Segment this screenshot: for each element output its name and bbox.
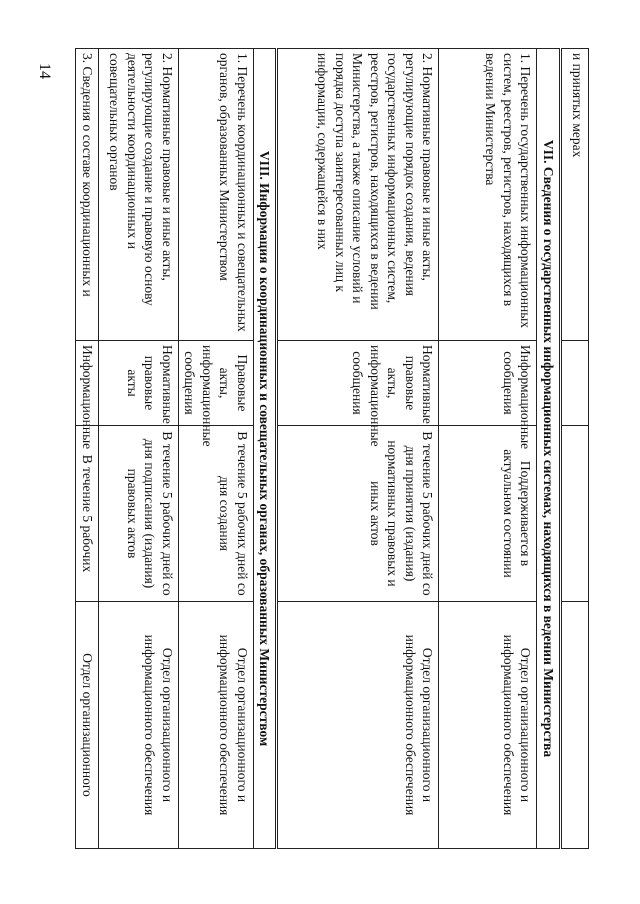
cell-deadline: В течение 5 рабочих дней со дня создания [178, 426, 253, 602]
table-row [439, 49, 537, 849]
cell-description: 1. Перечень государственных информационных систем, реестров, регистров, находящихся в ведении Министерства [439, 49, 537, 341]
cell-form: Информационные сообщения [439, 341, 537, 426]
cell-form: Нормативные правовые акты [98, 341, 178, 426]
cell-deadline: В течение 5 рабочих [76, 426, 99, 602]
cell-responsible: Отдел организационного и информационного обеспечения [98, 602, 178, 849]
cell-description: 1. Перечень координационных и совещательных органов, образованных Министерством [178, 49, 253, 341]
cell-responsible: Отдел организационного [76, 602, 99, 849]
table-row [178, 49, 253, 849]
section-heading-row [253, 49, 277, 849]
table-row [98, 49, 178, 849]
cell-form: Нормативные правовые акты, информационные сообщения [277, 341, 439, 426]
cell-description: и принятых мерах [561, 49, 589, 341]
cell-form: Информационные [76, 341, 99, 426]
cell-description: 2. Нормативные правовые и иные акты, регулирующие порядок создания, ведения государственных информационных систем, реестров, регистров, находящихся в ведении Министерства, а также описание условий и порядка доступа заинтересованных лиц к информации, содержащейся в них [277, 49, 439, 341]
cell-description: 2. Нормативные правовые и иные акты, регулирующие создание и правовую основу деятельности координационных и совещательных органов [98, 49, 178, 341]
section-title: VII. Сведения о государственных информационных системах, находящихся в ведении Министерства [537, 49, 561, 849]
cell-responsible [561, 602, 589, 849]
cell-deadline [561, 426, 589, 602]
section-heading-row [537, 49, 561, 849]
page-content [79, 48, 589, 848]
table-row [76, 49, 99, 849]
page-number: 14 [36, 63, 53, 79]
table-row [277, 49, 439, 849]
cell-responsible: Отдел организационного и информационного обеспечения [439, 602, 537, 849]
section-title: VIII. Информация о координационных и совещательных органах, образованных Министерством [253, 49, 277, 849]
cell-deadline: Поддерживается в актуальном состоянии [439, 426, 537, 602]
table-row [561, 49, 589, 849]
information-table [75, 48, 589, 849]
cell-deadline: В течение 5 рабочих дней со дня принятия (издания) нормативных правовых и иных актов [277, 426, 439, 602]
cell-description: 3. Сведения о составе координационных и [76, 49, 99, 341]
cell-form [561, 341, 589, 426]
cell-responsible: Отдел организационного и информационного обеспечения [277, 602, 439, 849]
cell-deadline: В течение 5 рабочих дней со дня подписания (издания) правовых актов [98, 426, 178, 602]
cell-responsible: Отдел организационного и информационного обеспечения [178, 602, 253, 849]
cell-form: Правовые акты, информационные сообщения [178, 341, 253, 426]
